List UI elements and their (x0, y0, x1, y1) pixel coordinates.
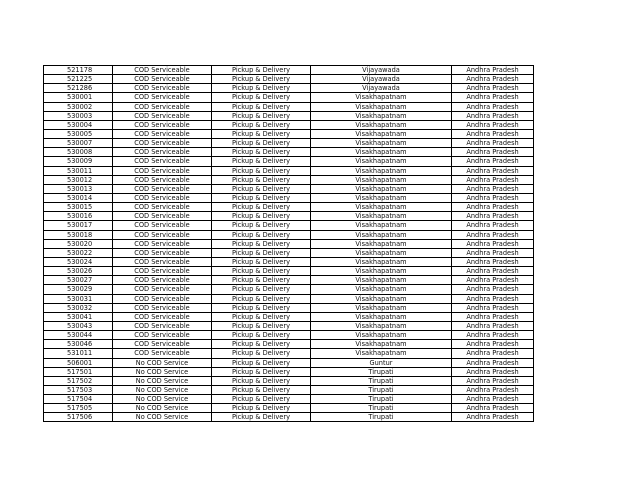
city-cell: Visakhapatnam (311, 267, 452, 276)
service-type-cell: Pickup & Delivery (212, 148, 311, 157)
city-cell: Visakhapatnam (311, 303, 452, 312)
city-cell: Tirupati (311, 385, 452, 394)
state-cell: Andhra Pradesh (452, 129, 534, 138)
state-cell: Andhra Pradesh (452, 331, 534, 340)
pincode-cell: 530018 (44, 230, 113, 239)
state-cell: Andhra Pradesh (452, 267, 534, 276)
table-row (44, 66, 534, 75)
cod-status-cell: COD Serviceable (113, 93, 212, 102)
table-row (44, 404, 534, 413)
pincode-cell: 530015 (44, 203, 113, 212)
state-cell: Andhra Pradesh (452, 321, 534, 330)
cod-status-cell: COD Serviceable (113, 321, 212, 330)
pincode-cell: 531011 (44, 349, 113, 358)
pincode-cell: 530024 (44, 257, 113, 266)
service-type-cell: Pickup & Delivery (212, 184, 311, 193)
cod-status-cell: COD Serviceable (113, 102, 212, 111)
state-cell: Andhra Pradesh (452, 84, 534, 93)
city-cell: Visakhapatnam (311, 203, 452, 212)
table-row (44, 267, 534, 276)
state-cell: Andhra Pradesh (452, 340, 534, 349)
service-type-cell: Pickup & Delivery (212, 111, 311, 120)
state-cell: Andhra Pradesh (452, 75, 534, 84)
table-row (44, 257, 534, 266)
pincode-cell: 530044 (44, 331, 113, 340)
cod-status-cell: COD Serviceable (113, 285, 212, 294)
pincode-cell: 530032 (44, 303, 113, 312)
service-type-cell: Pickup & Delivery (212, 248, 311, 257)
cod-status-cell: COD Serviceable (113, 157, 212, 166)
cod-status-cell: COD Serviceable (113, 184, 212, 193)
state-cell: Andhra Pradesh (452, 193, 534, 202)
city-cell: Visakhapatnam (311, 340, 452, 349)
service-type-cell: Pickup & Delivery (212, 395, 311, 404)
table-row (44, 193, 534, 202)
service-type-cell: Pickup & Delivery (212, 294, 311, 303)
table-row (44, 129, 534, 138)
state-cell: Andhra Pradesh (452, 248, 534, 257)
city-cell: Visakhapatnam (311, 157, 452, 166)
state-cell: Andhra Pradesh (452, 111, 534, 120)
table-row (44, 75, 534, 84)
city-cell: Visakhapatnam (311, 212, 452, 221)
pincode-cell: 530007 (44, 139, 113, 148)
service-type-cell: Pickup & Delivery (212, 230, 311, 239)
table-row (44, 212, 534, 221)
cod-status-cell: COD Serviceable (113, 331, 212, 340)
service-type-cell: Pickup & Delivery (212, 84, 311, 93)
city-cell: Visakhapatnam (311, 312, 452, 321)
table-row (44, 385, 534, 394)
pincode-cell: 530031 (44, 294, 113, 303)
cod-status-cell: COD Serviceable (113, 66, 212, 75)
service-type-cell: Pickup & Delivery (212, 349, 311, 358)
city-cell: Visakhapatnam (311, 139, 452, 148)
pincode-table (43, 65, 534, 422)
cod-status-cell: COD Serviceable (113, 230, 212, 239)
pincode-cell: 517501 (44, 367, 113, 376)
service-type-cell: Pickup & Delivery (212, 358, 311, 367)
cod-status-cell: COD Serviceable (113, 248, 212, 257)
table-row (44, 175, 534, 184)
city-cell: Vijayawada (311, 66, 452, 75)
cod-status-cell: No COD Service (113, 376, 212, 385)
city-cell: Visakhapatnam (311, 331, 452, 340)
city-cell: Visakhapatnam (311, 111, 452, 120)
city-cell: Visakhapatnam (311, 184, 452, 193)
city-cell: Tirupati (311, 376, 452, 385)
table-row (44, 376, 534, 385)
state-cell: Andhra Pradesh (452, 376, 534, 385)
service-type-cell: Pickup & Delivery (212, 267, 311, 276)
state-cell: Andhra Pradesh (452, 221, 534, 230)
table-row (44, 303, 534, 312)
pincode-cell: 517505 (44, 404, 113, 413)
cod-status-cell: COD Serviceable (113, 139, 212, 148)
cod-status-cell: COD Serviceable (113, 239, 212, 248)
pincode-cell: 530026 (44, 267, 113, 276)
state-cell: Andhra Pradesh (452, 102, 534, 111)
city-cell: Visakhapatnam (311, 321, 452, 330)
table-row (44, 312, 534, 321)
table-row (44, 358, 534, 367)
service-type-cell: Pickup & Delivery (212, 129, 311, 138)
cod-status-cell: COD Serviceable (113, 111, 212, 120)
table-body (44, 66, 534, 422)
table-row (44, 102, 534, 111)
state-cell: Andhra Pradesh (452, 367, 534, 376)
cod-status-cell: COD Serviceable (113, 175, 212, 184)
pincode-sheet (43, 65, 534, 422)
state-cell: Andhra Pradesh (452, 66, 534, 75)
cod-status-cell: No COD Service (113, 385, 212, 394)
pincode-cell: 530009 (44, 157, 113, 166)
cod-status-cell: COD Serviceable (113, 221, 212, 230)
cod-status-cell: COD Serviceable (113, 303, 212, 312)
table-row (44, 367, 534, 376)
cod-status-cell: COD Serviceable (113, 203, 212, 212)
state-cell: Andhra Pradesh (452, 294, 534, 303)
table-row (44, 148, 534, 157)
city-cell: Visakhapatnam (311, 239, 452, 248)
state-cell: Andhra Pradesh (452, 120, 534, 129)
city-cell: Visakhapatnam (311, 285, 452, 294)
pincode-cell: 530029 (44, 285, 113, 294)
cod-status-cell: No COD Service (113, 367, 212, 376)
table-row (44, 120, 534, 129)
city-cell: Visakhapatnam (311, 120, 452, 129)
table-row (44, 340, 534, 349)
table-row (44, 294, 534, 303)
city-cell: Tirupati (311, 395, 452, 404)
table-row (44, 239, 534, 248)
state-cell: Andhra Pradesh (452, 257, 534, 266)
city-cell: Visakhapatnam (311, 276, 452, 285)
cod-status-cell: No COD Service (113, 358, 212, 367)
pincode-cell: 530020 (44, 239, 113, 248)
cod-status-cell: COD Serviceable (113, 193, 212, 202)
service-type-cell: Pickup & Delivery (212, 203, 311, 212)
city-cell: Visakhapatnam (311, 93, 452, 102)
state-cell: Andhra Pradesh (452, 312, 534, 321)
cod-status-cell: COD Serviceable (113, 212, 212, 221)
cod-status-cell: COD Serviceable (113, 148, 212, 157)
pincode-cell: 521286 (44, 84, 113, 93)
service-type-cell: Pickup & Delivery (212, 102, 311, 111)
city-cell: Guntur (311, 358, 452, 367)
service-type-cell: Pickup & Delivery (212, 66, 311, 75)
city-cell: Visakhapatnam (311, 230, 452, 239)
pincode-cell: 521225 (44, 75, 113, 84)
service-type-cell: Pickup & Delivery (212, 75, 311, 84)
service-type-cell: Pickup & Delivery (212, 139, 311, 148)
city-cell: Vijayawada (311, 75, 452, 84)
city-cell: Visakhapatnam (311, 129, 452, 138)
state-cell: Andhra Pradesh (452, 404, 534, 413)
city-cell: Visakhapatnam (311, 148, 452, 157)
pincode-cell: 530013 (44, 184, 113, 193)
service-type-cell: Pickup & Delivery (212, 166, 311, 175)
service-type-cell: Pickup & Delivery (212, 212, 311, 221)
cod-status-cell: No COD Service (113, 404, 212, 413)
cod-status-cell: COD Serviceable (113, 166, 212, 175)
city-cell: Visakhapatnam (311, 175, 452, 184)
city-cell: Visakhapatnam (311, 102, 452, 111)
state-cell: Andhra Pradesh (452, 93, 534, 102)
service-type-cell: Pickup & Delivery (212, 120, 311, 129)
table-row (44, 276, 534, 285)
service-type-cell: Pickup & Delivery (212, 367, 311, 376)
service-type-cell: Pickup & Delivery (212, 413, 311, 422)
service-type-cell: Pickup & Delivery (212, 239, 311, 248)
pincode-cell: 530011 (44, 166, 113, 175)
pincode-cell: 530012 (44, 175, 113, 184)
city-cell: Visakhapatnam (311, 166, 452, 175)
service-type-cell: Pickup & Delivery (212, 376, 311, 385)
cod-status-cell: COD Serviceable (113, 276, 212, 285)
table-row (44, 139, 534, 148)
state-cell: Andhra Pradesh (452, 139, 534, 148)
state-cell: Andhra Pradesh (452, 303, 534, 312)
cod-status-cell: No COD Service (113, 395, 212, 404)
table-row (44, 184, 534, 193)
pincode-cell: 530016 (44, 212, 113, 221)
table-row (44, 111, 534, 120)
service-type-cell: Pickup & Delivery (212, 312, 311, 321)
pincode-cell: 530043 (44, 321, 113, 330)
state-cell: Andhra Pradesh (452, 413, 534, 422)
state-cell: Andhra Pradesh (452, 358, 534, 367)
state-cell: Andhra Pradesh (452, 385, 534, 394)
service-type-cell: Pickup & Delivery (212, 331, 311, 340)
state-cell: Andhra Pradesh (452, 276, 534, 285)
city-cell: Tirupati (311, 413, 452, 422)
city-cell: Vijayawada (311, 84, 452, 93)
state-cell: Andhra Pradesh (452, 184, 534, 193)
city-cell: Visakhapatnam (311, 221, 452, 230)
pincode-cell: 530046 (44, 340, 113, 349)
cod-status-cell: COD Serviceable (113, 129, 212, 138)
city-cell: Visakhapatnam (311, 294, 452, 303)
table-row (44, 321, 534, 330)
service-type-cell: Pickup & Delivery (212, 303, 311, 312)
pincode-cell: 530005 (44, 129, 113, 138)
service-type-cell: Pickup & Delivery (212, 385, 311, 394)
table-row (44, 157, 534, 166)
pincode-cell: 530027 (44, 276, 113, 285)
pincode-cell: 530001 (44, 93, 113, 102)
cod-status-cell: COD Serviceable (113, 75, 212, 84)
service-type-cell: Pickup & Delivery (212, 340, 311, 349)
service-type-cell: Pickup & Delivery (212, 93, 311, 102)
service-type-cell: Pickup & Delivery (212, 285, 311, 294)
cod-status-cell: COD Serviceable (113, 312, 212, 321)
state-cell: Andhra Pradesh (452, 166, 534, 175)
state-cell: Andhra Pradesh (452, 349, 534, 358)
pincode-cell: 530041 (44, 312, 113, 321)
cod-status-cell: COD Serviceable (113, 267, 212, 276)
service-type-cell: Pickup & Delivery (212, 221, 311, 230)
state-cell: Andhra Pradesh (452, 148, 534, 157)
pincode-cell: 530004 (44, 120, 113, 129)
pincode-cell: 530002 (44, 102, 113, 111)
pincode-cell: 517503 (44, 385, 113, 394)
cod-status-cell: COD Serviceable (113, 84, 212, 93)
pincode-cell: 517504 (44, 395, 113, 404)
cod-status-cell: COD Serviceable (113, 257, 212, 266)
pincode-cell: 517502 (44, 376, 113, 385)
service-type-cell: Pickup & Delivery (212, 276, 311, 285)
service-type-cell: Pickup & Delivery (212, 404, 311, 413)
table-row (44, 221, 534, 230)
pincode-cell: 530003 (44, 111, 113, 120)
state-cell: Andhra Pradesh (452, 203, 534, 212)
city-cell: Visakhapatnam (311, 248, 452, 257)
cod-status-cell: COD Serviceable (113, 349, 212, 358)
service-type-cell: Pickup & Delivery (212, 257, 311, 266)
service-type-cell: Pickup & Delivery (212, 193, 311, 202)
city-cell: Visakhapatnam (311, 257, 452, 266)
cod-status-cell: No COD Service (113, 413, 212, 422)
pincode-cell: 530008 (44, 148, 113, 157)
pincode-cell: 530022 (44, 248, 113, 257)
state-cell: Andhra Pradesh (452, 212, 534, 221)
cod-status-cell: COD Serviceable (113, 340, 212, 349)
table-row (44, 413, 534, 422)
cod-status-cell: COD Serviceable (113, 294, 212, 303)
pincode-cell: 530014 (44, 193, 113, 202)
table-row (44, 248, 534, 257)
state-cell: Andhra Pradesh (452, 395, 534, 404)
service-type-cell: Pickup & Delivery (212, 321, 311, 330)
table-row (44, 93, 534, 102)
table-row (44, 166, 534, 175)
table-row (44, 203, 534, 212)
city-cell: Tirupati (311, 404, 452, 413)
table-row (44, 395, 534, 404)
state-cell: Andhra Pradesh (452, 239, 534, 248)
pincode-cell: 517506 (44, 413, 113, 422)
pincode-cell: 530017 (44, 221, 113, 230)
table-row (44, 84, 534, 93)
state-cell: Andhra Pradesh (452, 230, 534, 239)
state-cell: Andhra Pradesh (452, 175, 534, 184)
cod-status-cell: COD Serviceable (113, 120, 212, 129)
city-cell: Visakhapatnam (311, 193, 452, 202)
city-cell: Tirupati (311, 367, 452, 376)
pincode-cell: 506001 (44, 358, 113, 367)
pincode-cell: 521178 (44, 66, 113, 75)
table-row (44, 230, 534, 239)
service-type-cell: Pickup & Delivery (212, 157, 311, 166)
city-cell: Visakhapatnam (311, 349, 452, 358)
table-row (44, 285, 534, 294)
service-type-cell: Pickup & Delivery (212, 175, 311, 184)
state-cell: Andhra Pradesh (452, 285, 534, 294)
table-row (44, 349, 534, 358)
table-row (44, 331, 534, 340)
state-cell: Andhra Pradesh (452, 157, 534, 166)
